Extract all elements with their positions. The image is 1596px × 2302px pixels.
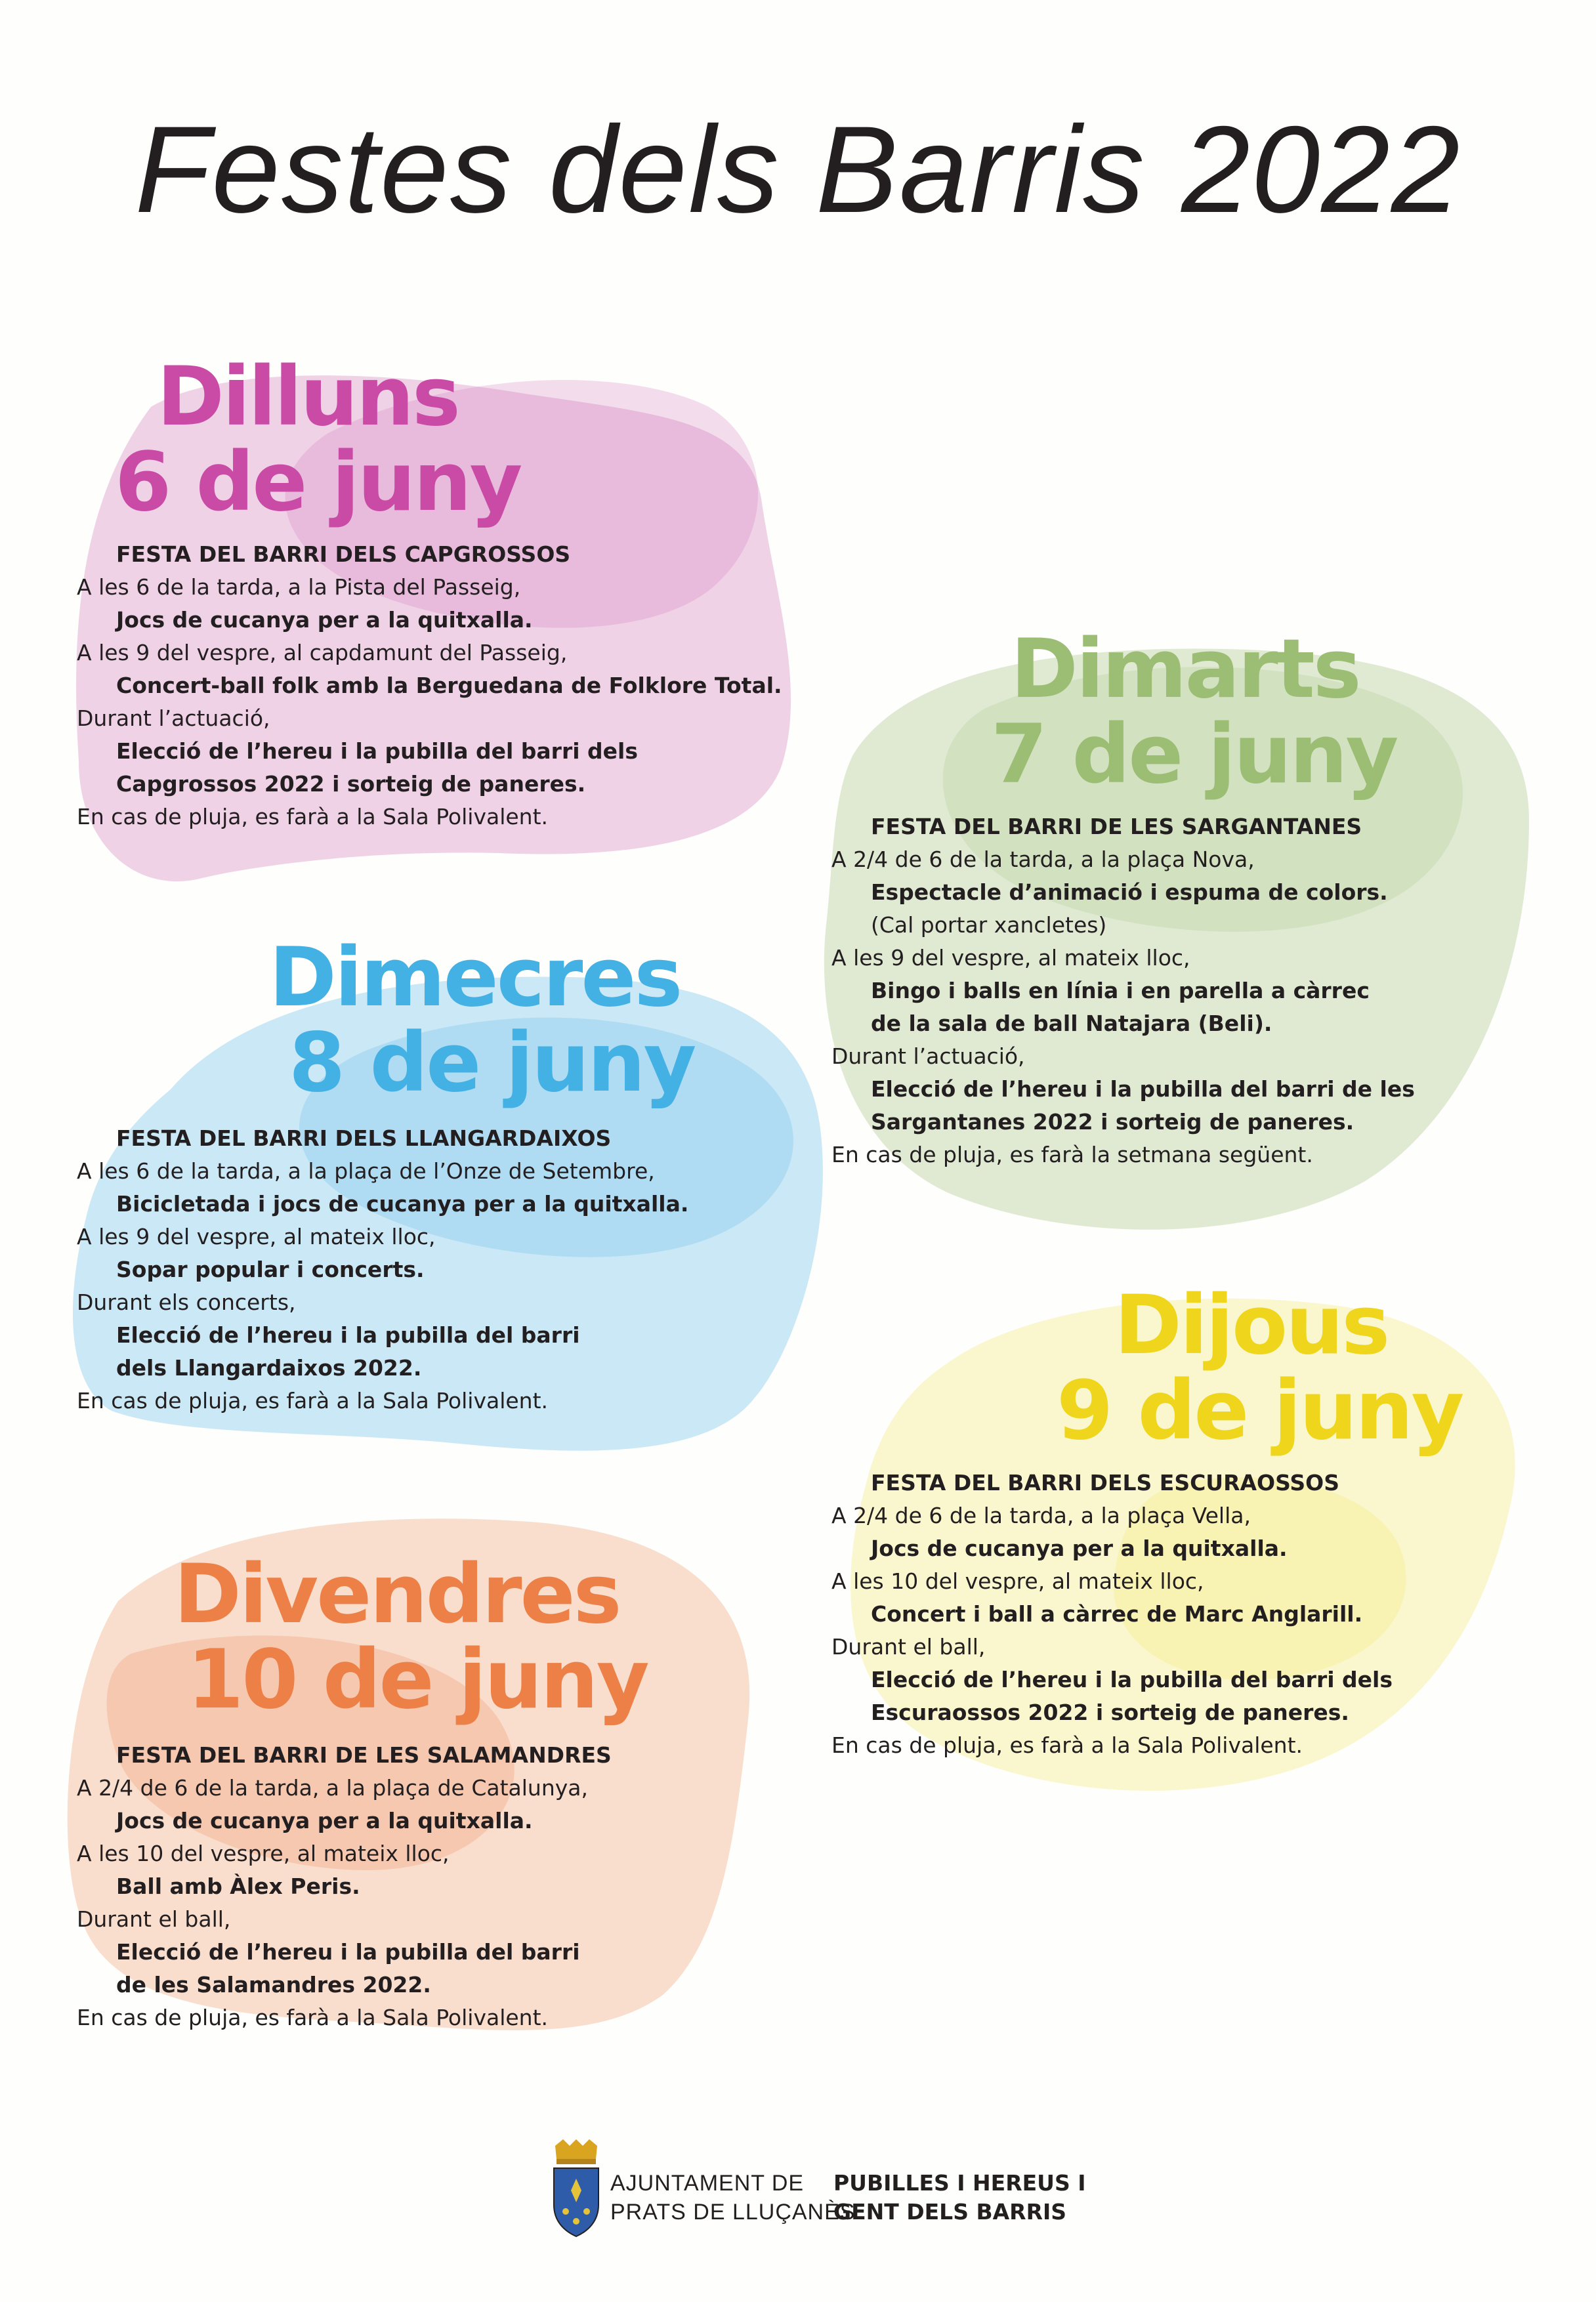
day-date: 10 de juny <box>187 1633 648 1727</box>
day-date: 8 de juny <box>289 1016 695 1110</box>
event-line: Ball amb Àlex Peris. <box>116 1873 360 1899</box>
day-date: 6 de juny <box>115 435 521 530</box>
event-line: dels Llangardaixos 2022. <box>116 1355 422 1381</box>
event-line: En cas de pluja, es farà a la Sala Polivalent. <box>77 804 549 829</box>
day-name: Dijous <box>1114 1278 1389 1373</box>
day-date: 9 de juny <box>1057 1364 1463 1458</box>
day-name: Dimecres <box>269 931 681 1025</box>
event-line: Durant el ball, <box>831 1634 986 1660</box>
coat-of-arms-icon <box>550 2139 602 2238</box>
event-line: A les 6 de la tarda, a la plaça de l’Onze de Setembre, <box>77 1158 655 1184</box>
event-line: Jocs de cucanya per a la quitxalla. <box>116 1808 533 1833</box>
day-name: Dimarts <box>1011 622 1360 717</box>
day-heading-dimecres <box>269 931 695 1110</box>
event-line: En cas de pluja, es farà a la Sala Polivalent. <box>831 1732 1303 1758</box>
day-heading-dilluns <box>115 350 521 530</box>
event-line: En cas de pluja, es farà la setmana següent. <box>831 1142 1313 1167</box>
event-line: A les 9 del vespre, al mateix lloc, <box>77 1224 436 1249</box>
event-line: Elecció de l’hereu i la pubilla del barri <box>116 1939 580 1965</box>
org-line-1: AJUNTAMENT DE <box>610 2171 805 2196</box>
event-line: Bicicletada i jocs de cucanya per a la quitxalla. <box>116 1191 689 1217</box>
event-line: Capgrossos 2022 i sorteig de paneres. <box>116 771 586 797</box>
event-line: A 2/4 de 6 de la tarda, a la plaça Vella, <box>831 1503 1251 1528</box>
event-line: A les 6 de la tarda, a la Pista del Passeig, <box>77 574 521 600</box>
event-line: En cas de pluja, es farà a la Sala Polivalent. <box>77 2005 549 2030</box>
event-line: Elecció de l’hereu i la pubilla del barri <box>116 1322 580 1348</box>
day-heading-dimarts <box>991 622 1397 802</box>
event-line: de la sala de ball Natajara (Beli). <box>871 1011 1272 1036</box>
org-line-2: PRATS DE LLUÇANÈS <box>610 2200 856 2225</box>
event-line: A les 10 del vespre, al mateix lloc, <box>831 1568 1204 1594</box>
event-line: Durant els concerts, <box>77 1289 296 1315</box>
event-line: Escuraossos 2022 i sorteig de paneres. <box>871 1700 1349 1725</box>
event-line: Durant l’actuació, <box>831 1043 1025 1069</box>
event-block-dimecres <box>77 1122 688 1417</box>
day-name: Divendres <box>174 1547 620 1642</box>
event-line: A 2/4 de 6 de la tarda, a la plaça Nova, <box>831 847 1255 872</box>
footer-organization <box>610 2169 855 2227</box>
event-title: FESTA DEL BARRI DELS LLANGARDAIXOS <box>116 1125 612 1151</box>
event-title: FESTA DEL BARRI DE LES SARGANTANES <box>871 814 1362 839</box>
event-line: Elecció de l’hereu i la pubilla del barri de les <box>871 1076 1415 1102</box>
event-line: A 2/4 de 6 de la tarda, a la plaça de Catalunya, <box>77 1775 588 1801</box>
event-title: FESTA DEL BARRI DELS CAPGROSSOS <box>116 541 571 567</box>
event-line: Sopar popular i concerts. <box>116 1257 425 1282</box>
event-block-dijous <box>831 1467 1393 1762</box>
footer-tagline <box>833 2169 1085 2227</box>
event-line: Durant l’actuació, <box>77 705 270 731</box>
event-line: Concert i ball a càrrec de Marc Anglarill. <box>871 1601 1363 1627</box>
tag-line-1: PUBILLES I HEREUS I <box>833 2170 1086 2196</box>
event-line: Elecció de l’hereu i la pubilla del barri dels <box>871 1667 1393 1692</box>
event-title: FESTA DEL BARRI DELS ESCURAOSSOS <box>871 1470 1339 1496</box>
event-line: Concert-ball folk amb la Berguedana de Folklore Total. <box>116 673 782 698</box>
event-line: A les 9 del vespre, al mateix lloc, <box>831 945 1190 971</box>
page-title: Festes dels Barris 2022 <box>135 100 1461 238</box>
event-line: Espectacle d’animació i espuma de colors. <box>871 879 1388 905</box>
event-line: A les 9 del vespre, al capdamunt del Passeig, <box>77 640 568 665</box>
event-block-divendres <box>77 1739 612 2034</box>
day-heading-divendres <box>174 1547 648 1727</box>
day-date: 7 de juny <box>991 707 1397 802</box>
event-line: de les Salamandres 2022. <box>116 1972 431 1998</box>
tag-line-2: GENT DELS BARRIS <box>833 2199 1067 2225</box>
event-block-dilluns <box>77 538 782 833</box>
event-line: (Cal portar xancletes) <box>871 912 1107 938</box>
event-title: FESTA DEL BARRI DE LES SALAMANDRES <box>116 1742 612 1768</box>
day-heading-dijous <box>1057 1278 1463 1458</box>
event-line: En cas de pluja, es farà a la Sala Polivalent. <box>77 1388 549 1413</box>
event-line: Durant el ball, <box>77 1906 231 1932</box>
event-line: Sargantanes 2022 i sorteig de paneres. <box>871 1109 1354 1135</box>
event-block-dimarts <box>831 810 1415 1171</box>
event-line: A les 10 del vespre, al mateix lloc, <box>77 1841 450 1866</box>
event-line: Bingo i balls en línia i en parella a càrrec <box>871 978 1370 1003</box>
day-name: Dilluns <box>157 350 459 444</box>
event-line: Elecció de l’hereu i la pubilla del barri dels <box>116 738 638 764</box>
event-line: Jocs de cucanya per a la quitxalla. <box>116 607 533 633</box>
event-line: Jocs de cucanya per a la quitxalla. <box>871 1536 1288 1561</box>
